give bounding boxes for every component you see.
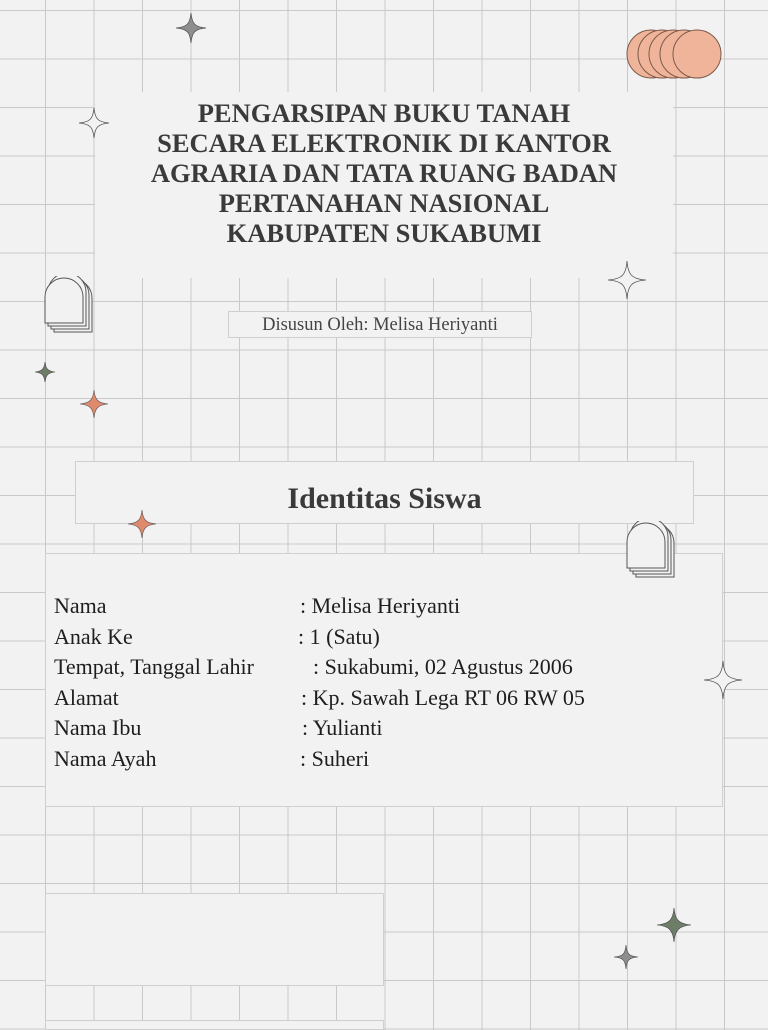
identity-row: [54, 683, 585, 713]
sparkle-icon: [607, 260, 647, 300]
identity-label: Nama: [54, 593, 107, 618]
identity-label: Nama Ibu: [54, 715, 142, 740]
author-box: [228, 311, 532, 338]
section-title: Identitas Siswa: [287, 482, 482, 515]
title-line: KABUPATEN SUKABUMI: [226, 218, 542, 248]
identity-label: Nama Ayah: [54, 746, 157, 771]
identity-header: [75, 461, 694, 524]
identity-value: : Kp. Sawah Lega RT 06 RW 05: [301, 685, 585, 710]
sparkle-icon: [175, 12, 207, 44]
identity-row: [54, 622, 380, 652]
sparkle-icon: [78, 388, 110, 420]
identity-label: Tempat, Tanggal Lahir: [54, 654, 254, 679]
empty-box: [45, 893, 384, 986]
sparkle-icon: [34, 361, 56, 383]
title-line: AGRARIA DAN TATA RUANG BADAN: [150, 158, 618, 188]
identity-value: : 1 (Satu): [298, 624, 380, 649]
identity-value: : Yulianti: [302, 715, 383, 740]
sparkle-icon: [78, 107, 110, 139]
author-text: Disusun Oleh: Melisa Heriyanti: [262, 315, 498, 335]
stacked-circles-icon: [624, 26, 726, 82]
sparkle-icon: [703, 660, 743, 700]
sparkle-icon: [126, 508, 158, 540]
title-panel: [95, 92, 673, 278]
empty-box: [45, 1020, 384, 1030]
title-line: PERTANAHAN NASIONAL: [218, 188, 550, 218]
identity-panel: [45, 553, 723, 807]
title-line: PENGARSIPAN BUKU TANAH: [197, 98, 571, 128]
identity-row: [54, 591, 460, 621]
identity-value: : Sukabumi, 02 Agustus 2006: [313, 654, 573, 679]
identity-value: : Melisa Heriyanti: [300, 593, 461, 618]
identity-value: : Suheri: [300, 746, 370, 771]
identity-row: [54, 713, 382, 743]
identity-row: [54, 652, 573, 682]
title-line: SECARA ELEKTRONIK DI KANTOR: [157, 128, 611, 158]
document-title: [95, 92, 673, 248]
sparkle-icon: [656, 907, 692, 943]
identity-row: [54, 744, 369, 774]
identity-label: Anak Ke: [54, 624, 133, 649]
sparkle-icon: [613, 944, 639, 970]
stacked-arch-icon: [42, 276, 98, 336]
identity-label: Alamat: [54, 685, 119, 710]
stacked-arch-icon: [624, 521, 680, 581]
